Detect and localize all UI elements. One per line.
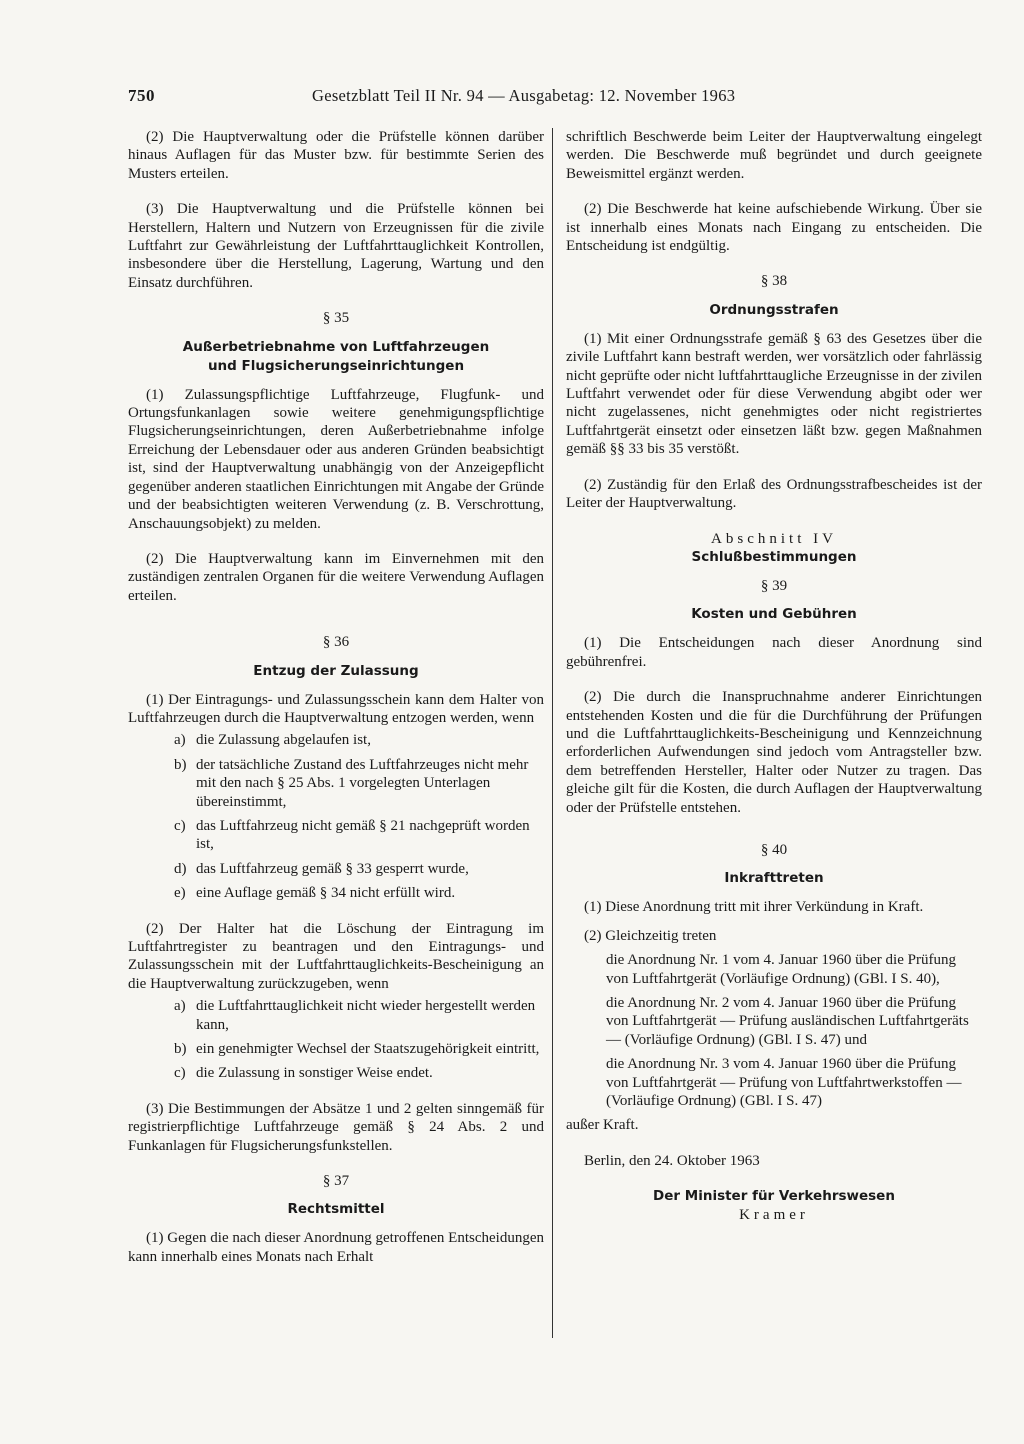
repealed-order-2: die Anordnung Nr. 2 vom 4. Januar 1960 über die Prüfung von Luftfahrtgerät — Prüfung ausländischen Luftfahrtgeräts — (Vorläufige Ordnung) (GBl. I S. 47) und	[606, 995, 969, 1048]
section-40-number: § 40	[760, 841, 788, 858]
section-40-title: Inkrafttreten	[724, 870, 824, 887]
section-38-title: Ordnungsstrafen	[709, 301, 839, 318]
section-36-title: Entzug der Zulassung	[253, 662, 419, 679]
list-item-label: c)	[174, 817, 186, 834]
list-item-label: e)	[174, 885, 186, 902]
list-item-text: das Luftfahrzeug gemäß § 33 gesperrt wurde,	[196, 860, 469, 877]
paragraph-34-3: (3) Die Hauptverwaltung und die Prüfstelle können bei Herstellern, Haltern und Nutzern von Erzeugnissen für die zivile Luftfahrt zur Gewährleistung der Luftfahrttauglichkeit Kontrollen, insbesondere über die Herstellung, Lagerung, Wartung und den Einsatz durchführen.	[128, 201, 544, 291]
list-item-label: b)	[174, 756, 187, 773]
column-divider	[552, 128, 553, 1338]
list-item	[174, 1064, 544, 1082]
section-37-title: Rechtsmittel	[287, 1201, 385, 1218]
page-number: 750	[128, 86, 155, 105]
section-38-number: § 38	[760, 273, 788, 290]
section-37-number: § 37	[322, 1173, 350, 1190]
abschnitt-title: Schlußbestimmungen	[691, 548, 857, 565]
paragraph-39-2: (2) Die durch die Inanspruchnahme anderer Einrichtungen entstehenden Kosten und die für die Durchführung der Prüfungen und die Luftfahrttauglichkeits-Bescheinigung und Kennzeichnung erforderlichen Aufwendungen sind jedoch vom Antragsteller bzw. dem betreffenden Hersteller, Halter oder Nutzer zu tragen. Das gleiche gilt für die Kosten, die durch Auflagen der Hauptverwaltung oder der Prüfstelle entstehen.	[566, 689, 982, 816]
section-39-title: Kosten und Gebühren	[691, 606, 857, 623]
list-item	[174, 731, 544, 749]
paragraph-36-1: (1) Der Eintragungs- und Zulassungsschein kann dem Halter von Luftfahrzeugen durch die Hauptverwaltung entzogen werden, wenn	[128, 691, 544, 726]
paragraph-35-1: (1) Zulassungspflichtige Luftfahrzeuge, Flugfunk- und Ortungsfunkanlagen sowie weitere genehmigungspflichtige Flugsicherungseinrichtungen, deren Außerbetriebnahme infolge Erreichung der Lebensdauer oder aus anderen Gründen beabsichtigt ist, sind der Hauptverwaltung unabhängig von der Anzeigepflicht gegenüber anderen staatlichen Einrichtungen mit Angabe der Gründe und der beabsichtigten weiteren Verwendung (z. B. Verschrottung, Anschauungsobjekt) zu melden.	[128, 386, 544, 532]
section-35-number: § 35	[322, 310, 350, 327]
list-item	[174, 756, 544, 811]
paragraph-34-2: (2) Die Hauptverwaltung oder die Prüfstelle können darüber hinaus Auflagen für das Muster bzw. für bestimmte Serien des Musters erteilen.	[128, 129, 544, 182]
signature-name: Kramer	[739, 1207, 809, 1224]
list-item-text: das Luftfahrzeug nicht gemäß § 21 nachgeprüft worden ist,	[196, 817, 530, 853]
section-36-number: § 36	[322, 634, 350, 651]
place-date: Berlin, den 24. Oktober 1963	[584, 1152, 760, 1169]
repealed-order-1: die Anordnung Nr. 1 vom 4. Januar 1960 über die Prüfung von Luftfahrtgerät (Vorläufige Ordnung) (GBl. I S. 40),	[606, 952, 956, 987]
list-36-2	[128, 997, 544, 1083]
paragraph-36-3: (3) Die Bestimmungen der Absätze 1 und 2 gelten sinngemäß für registrierpflichtige Luftfahrzeuge gemäß § 24 Abs. 2 und Funkanlagen für Flugsicherungsfunkstellen.	[128, 1100, 544, 1154]
paragraph-39-1: (1) Die Entscheidungen nach dieser Anordnung sind gebührenfrei.	[566, 635, 982, 670]
list-item-label: b)	[174, 1041, 187, 1058]
list-item	[174, 1040, 544, 1058]
left-column	[128, 128, 544, 1266]
section-35-title	[128, 338, 544, 376]
paragraph-37-1-continued: schriftlich Beschwerde beim Leiter der Hauptverwaltung eingelegt werden. Die Beschwerde muß begründet und durch geeignete Beweismittel ergänzt werden.	[566, 129, 982, 182]
section-35-title-line2: und Flugsicherungseinrichtungen	[207, 357, 465, 374]
section-39-number: § 39	[760, 577, 788, 594]
list-36-1	[128, 731, 544, 902]
list-item-text: eine Auflage gemäß § 34 nicht erfüllt wird.	[196, 885, 456, 902]
list-item-label: c)	[174, 1065, 186, 1082]
paragraph-35-2: (2) Die Hauptverwaltung kann im Einvernehmen mit den zuständigen zentralen Organen für die weitere Verwendung Auflagen erteilen.	[128, 550, 544, 604]
list-item	[174, 884, 544, 902]
ausser-kraft: außer Kraft.	[566, 1117, 639, 1134]
list-item-text: die Zulassung abgelaufen ist,	[196, 732, 371, 749]
list-item-text: ein genehmigter Wechsel der Staatszugehörigkeit eintritt,	[196, 1041, 540, 1058]
list-item-label: d)	[174, 860, 187, 877]
right-column	[566, 128, 982, 1225]
abschnitt-heading: Abschnitt IV	[711, 530, 837, 547]
paragraph-40-1: (1) Diese Anordnung tritt mit ihrer Verkündung in Kraft.	[584, 899, 924, 916]
list-item-text: die Zulassung in sonstiger Weise endet.	[196, 1065, 433, 1082]
list-item	[174, 860, 544, 878]
list-item-text: die Luftfahrttauglichkeit nicht wieder hergestellt werden kann,	[196, 998, 536, 1033]
repealed-order-3: die Anordnung Nr. 3 vom 4. Januar 1960 über die Prüfung von Luftfahrtgerät — Prüfung von Luftfahrtwerkstoffen — (Vorläufige Ordnung) (GBl. I S. 47)	[606, 1056, 962, 1110]
list-item-label: a)	[174, 732, 186, 749]
paragraph-37-2: (2) Die Beschwerde hat keine aufschiebende Wirkung. Über sie ist innerhalb eines Monats nach Eingang zu entscheiden. Die Entscheidung ist endgültig.	[566, 201, 982, 255]
section-35-title-line1: Außerbetriebnahme von Luftfahrzeugen	[182, 338, 490, 355]
list-item	[174, 817, 544, 854]
paragraph-37-1: (1) Gegen die nach dieser Anordnung getroffenen Entscheidungen kann innerhalb eines Monats nach Erhalt	[128, 1230, 544, 1265]
paragraph-38-1: (1) Mit einer Ordnungsstrafe gemäß § 63 des Gesetzes über die zivile Luftfahrt kann bestraft werden, wer vorsätzlich oder fahrlässig nicht geprüfte oder nicht luftfahrttaugliche Erzeugnisse in der zivilen Luftfahrt verwendet oder für diese Verwendung abgibt oder wer nicht zugelassenes, nicht genehmigtes oder nicht registriertes Luftfahrtgerät einsetzt oder einsetzen läßt bzw. gegen Maßnahmen gemäß §§ 33 bis 35 verstößt.	[566, 330, 982, 458]
list-item	[174, 997, 544, 1034]
list-item-text: der tatsächliche Zustand des Luftfahrzeuges nicht mehr mit den nach § 25 Abs. 1 vorgelegten Unterlagen übereinstimmt,	[196, 756, 529, 810]
paragraph-40-2: (2) Gleichzeitig treten	[584, 927, 717, 944]
signature-title: Der Minister für Verkehrswesen	[653, 1188, 895, 1205]
list-item-label: a)	[174, 998, 186, 1015]
paragraph-38-2: (2) Zuständig für den Erlaß des Ordnungsstrafbescheides ist der Leiter der Hauptverwaltung.	[566, 476, 982, 512]
paragraph-36-2: (2) Der Halter hat die Löschung der Eintragung im Luftfahrtregister zu beantragen und den Eintragungs- und Zulassungsschein mit der Luftfahrttauglichkeits-Bescheinigung an die Hauptverwaltung zurückzugeben, wenn	[128, 920, 544, 992]
running-head: Gesetzblatt Teil II Nr. 94 — Ausgabetag: 12. November 1963	[312, 86, 736, 105]
